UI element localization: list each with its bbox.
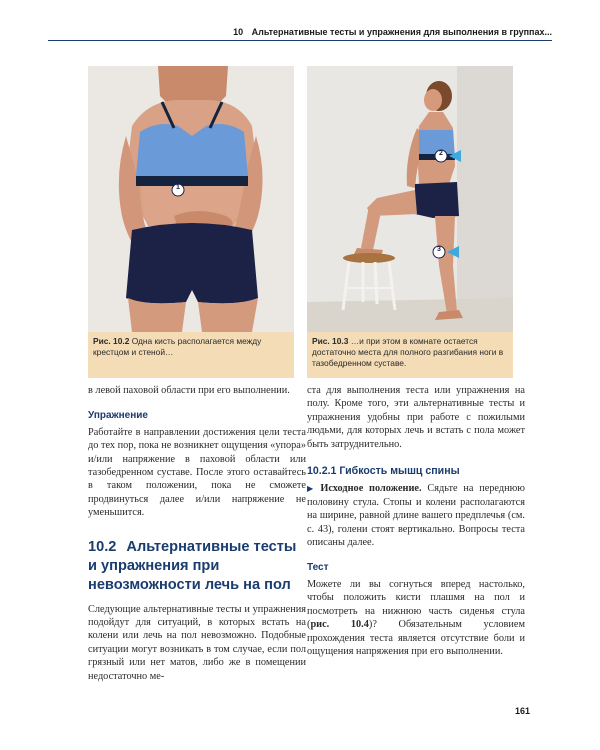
section-paragraph: Следующие альтернативные тесты и упражнения подойдут для ситуаций, в которых встать на колени или лечь на пол невозможно. Подобные ситуации могут возникать в том случае, если пол грязный или нет матов, либо же в помещении недостаточно ме- <box>88 603 306 682</box>
section-title: Альтернативные тесты и упражнения при невозможности лечь на пол <box>88 538 297 593</box>
triangle-bullet-icon: ▶ <box>307 484 317 494</box>
chapter-number: 10 <box>233 27 244 37</box>
start-position-paragraph <box>307 482 525 549</box>
chapter-title: Альтернативные тесты и упражнения для выполнения в группах... <box>251 27 552 37</box>
left-continued-paragraph: в левой паховой области при его выполнении. <box>88 385 290 396</box>
page-number: 161 <box>514 706 530 716</box>
right-column <box>307 384 525 658</box>
figure-10-3-caption <box>307 332 513 378</box>
start-position-label: Исходное положение. <box>320 483 422 495</box>
test-text-start: Можете ли вы согнуться вперед настолько, чтобы положить кисти плашмя на пол и посмотреть на нижнюю часть сиденья стула ( <box>307 578 525 631</box>
exercise-heading: Упражнение <box>88 410 148 422</box>
figure-marker-1: 1 <box>176 184 180 191</box>
exercise-paragraph: Работайте в направлении достижения цели теста до тех пор, пока не возникнет ощущения «упора» и/или напряжение в паховой области или тазобедренном суставе. После этого оставайтесь в таком положении, пока не сможете продвинуться далее и/или напряжение не уменьшится. <box>88 426 306 519</box>
subsection-heading: 10.2.1 Гибкость мышц спины <box>307 465 460 478</box>
section-number: 10.2 <box>88 538 117 555</box>
right-continued-paragraph: ста для выполнения теста или упражнения на полу. Кроме того, эти альтернативные тесты и упражнения удобны при работе с пожилыми людьми, для которых лечь и встать с пола может быть затруднительно. <box>307 385 525 450</box>
running-header <box>48 26 552 41</box>
test-text-end: )? Обязательным условием прохождения теста является отсутствие боли и ощущения напряжения при его выполнении. <box>307 619 525 657</box>
left-column <box>88 384 306 683</box>
figure-10-3-caption-text: …и при этом в комнате остается достаточно места для полного разгибания ноги в тазобедренном суставе. <box>312 336 504 368</box>
figure-10-2-caption <box>88 332 294 378</box>
section-heading <box>88 538 306 595</box>
figure-10-2-caption-text: Одна кисть располагается между крестцом и стеной… <box>93 336 262 357</box>
figure-10-3-label: Рис. 10.3 <box>312 336 349 346</box>
figure-reference: рис. 10.4 <box>310 619 369 631</box>
figure-10-2-label: Рис. 10.2 <box>93 336 130 346</box>
figure-10-2-photo <box>88 66 294 332</box>
figure-marker-3: 3 <box>437 246 441 253</box>
start-position-text: Сядьте на переднюю половину стула. Стопы и колени располагаются на ширине, равной длине вашего предплечья (см. с. 43), голени стоят вертикально. Вопросы теста описаны далее. <box>307 483 526 549</box>
figure-10-3-photo <box>307 66 513 332</box>
figure-marker-2: 2 <box>439 150 443 157</box>
test-heading: Тест <box>307 562 329 574</box>
test-paragraph <box>307 578 525 658</box>
